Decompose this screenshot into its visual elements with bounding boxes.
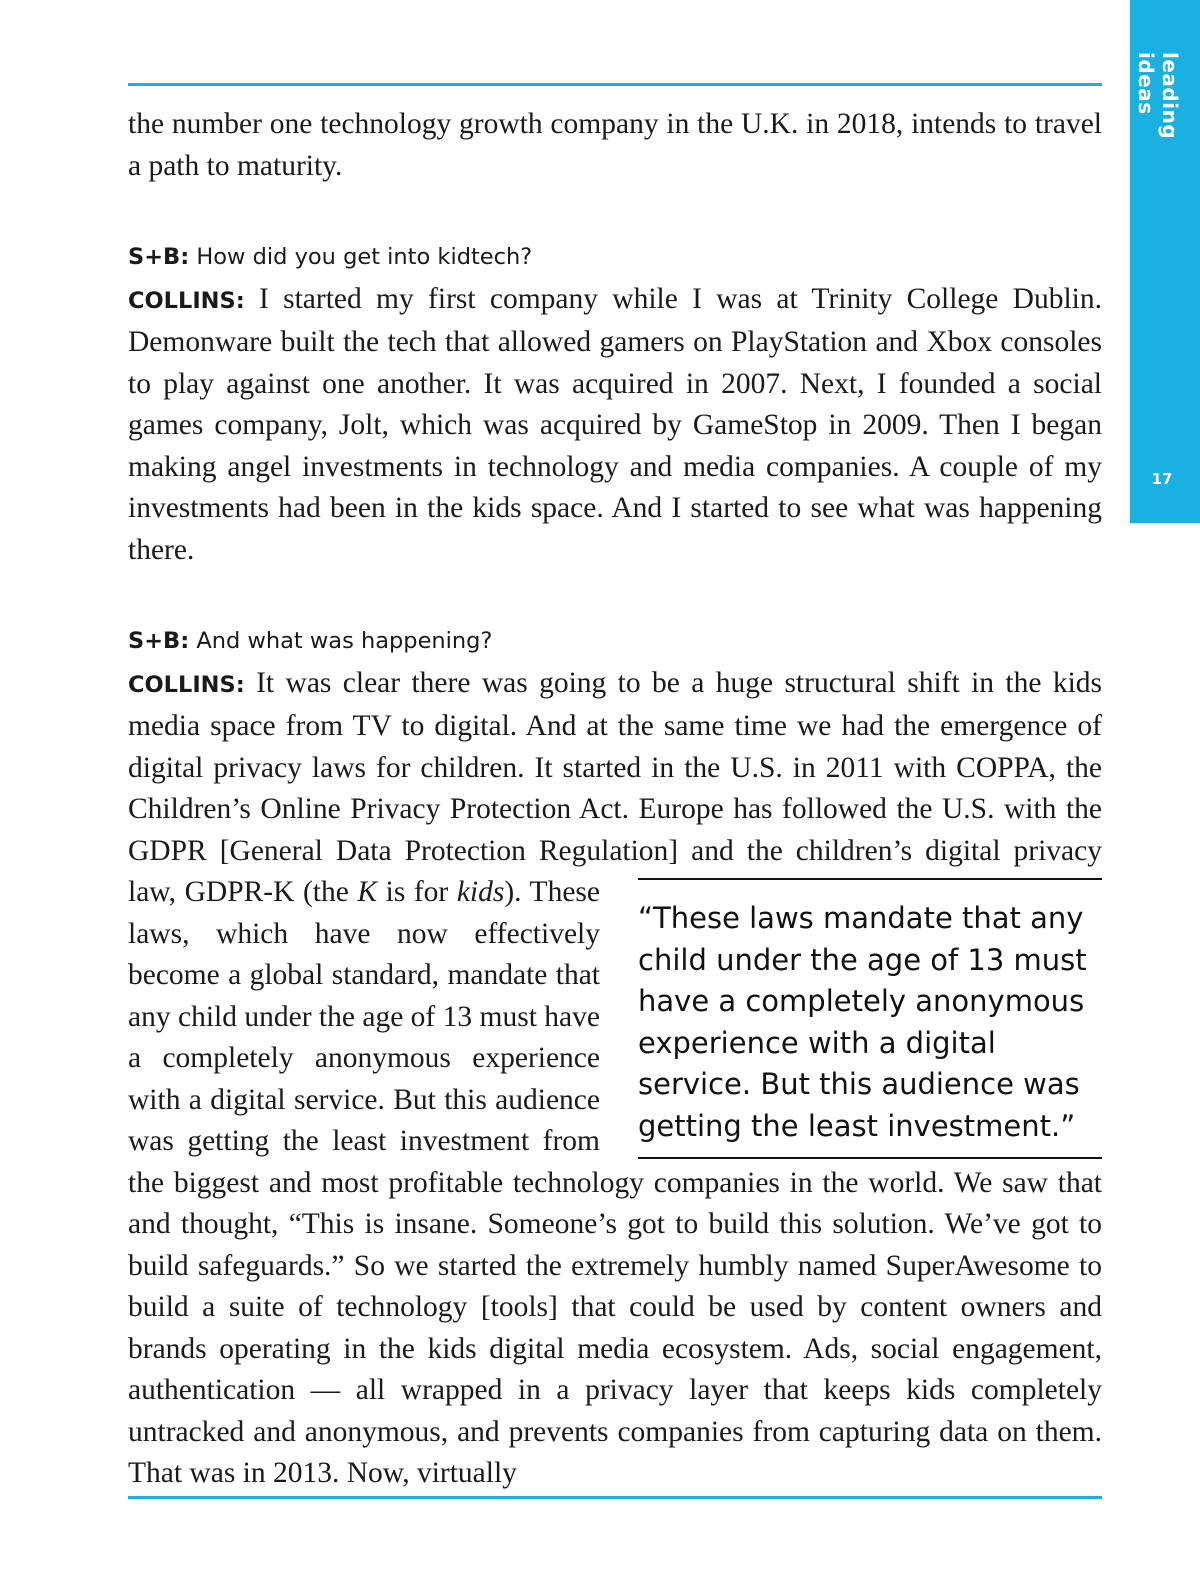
- page-number: 17: [1151, 470, 1173, 488]
- answer-text-part-1: It was clear there was going to be a huge structural shift in the kids media space from TV to digital. And at the same time we had the emergence of digital privacy laws for children. It started in the U.S. in 2011 with COPPA, the Children’s Online Privacy Protection Act. Europe has followed the U.S. with the GDPR [General Data Protection Regulation] and the children’s digital privacy law, GDPR-K (the: [128, 666, 1102, 908]
- question-speaker: S+B:: [128, 628, 190, 654]
- opening-paragraph: the number one technology growth company in the U.K. in 2018, intends to travel a path to maturity.: [128, 108, 1102, 182]
- article-body: [128, 104, 1102, 1495]
- answer-text-part-3: ). These laws, which have now effectively become a global standard, mandate that any child under the age of 13 must have a completely anonymous experience with a digital service. But this audience was getting the least investment from the biggest and most profitable technology companies in the world. We saw that and thought, “This is insane. Someone’s got to build this solution. We’ve got to build safeguards.” So we started the extremely humbly named SuperAwesome to build a suite of technology [tools] that could be used by content owners and brands operating in the kids digital media ecosystem. Ads, social engagement, authentication — all wrapped in a privacy layer that keeps kids completely untracked and anonymous, and prevents companies from capturing data on them. That was in 2013. Now, virtually: [128, 876, 1102, 1489]
- answer-speaker: COLLINS:: [128, 287, 245, 314]
- italic-k: K: [357, 876, 378, 908]
- question-speaker: S+B:: [128, 244, 190, 270]
- question-1: [128, 237, 1102, 279]
- question-text: And what was happening?: [196, 628, 493, 654]
- answer-text: I started my first company while I was at Trinity College Dublin. Demonware built the tech that allowed gamers on PlayStation and Xbox consoles to play against one another. It was acquired in 2007. Next, I founded a social games company, Jolt, which was acquired by GameStop in 2009. Then I began making angel investments in technology and media companies. A couple of my investments had been in the kids space. And I started to see what was happening there.: [128, 282, 1102, 566]
- section-label: leading ideas: [1134, 52, 1182, 140]
- bottom-rule: [128, 1496, 1102, 1499]
- question-text: How did you get into kidtech?: [196, 244, 533, 270]
- pull-quote: “These laws mandate that any child under the age of 13 must have a completely anonymous experience with a digital service. But this audience was getting the least investment.”: [638, 878, 1102, 1159]
- top-rule: [128, 83, 1102, 86]
- answer-2: [128, 663, 1102, 1495]
- italic-kids: kids: [456, 876, 505, 908]
- question-2: [128, 621, 1102, 663]
- answer-1: [128, 279, 1102, 572]
- answer-speaker: COLLINS:: [128, 671, 245, 698]
- answer-text-part-2: is for: [377, 876, 457, 908]
